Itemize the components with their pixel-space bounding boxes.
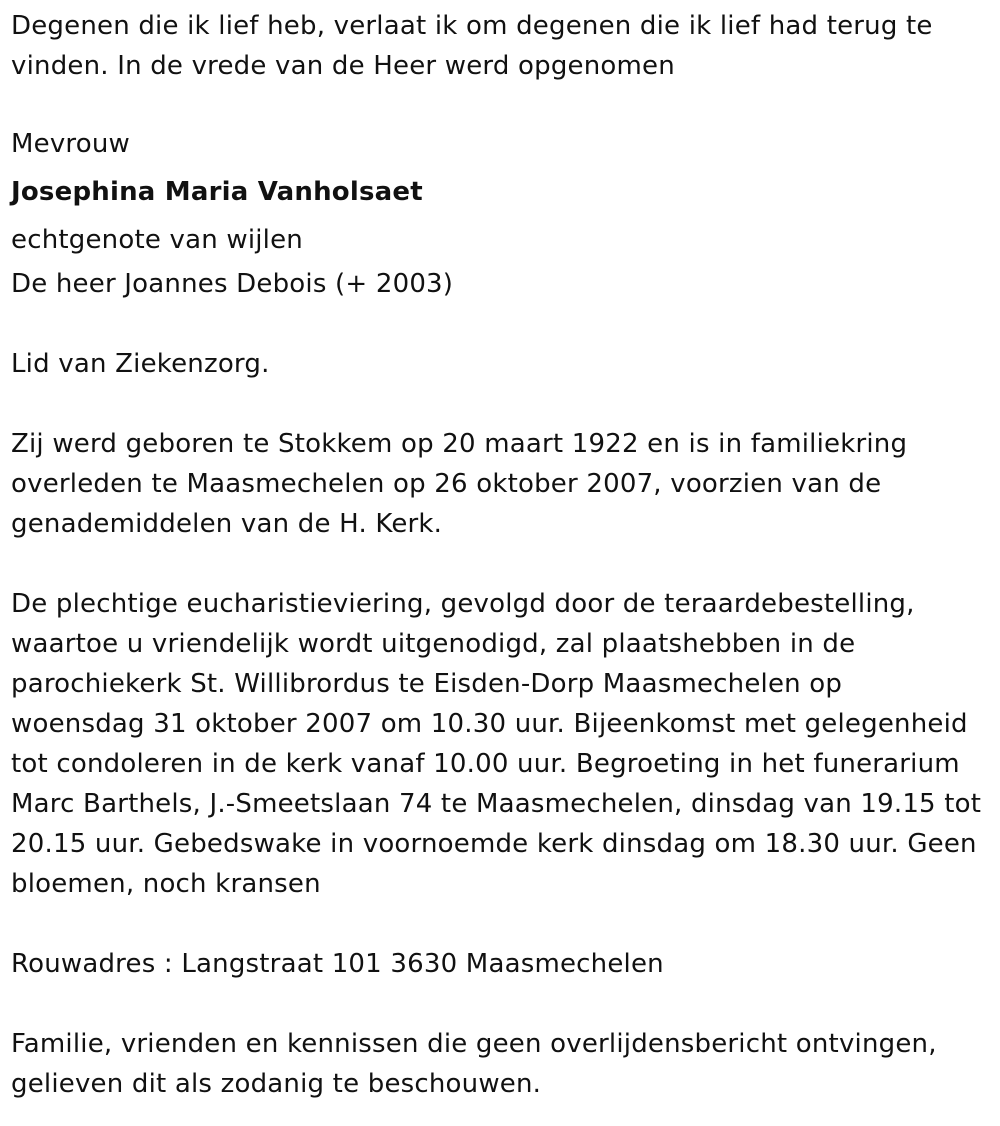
obituary-document	[11, 0, 986, 1104]
relation-text: echtgenote van wijlen	[11, 225, 303, 255]
deceased-name: Josephina Maria Vanholsaet	[11, 177, 423, 207]
intro-line-2: vinden. In de vrede van de Heer werd opgenomen	[11, 51, 675, 81]
ceremony-line: bloemen, noch kransen	[11, 869, 321, 899]
salutation: Mevrouw	[11, 129, 130, 159]
person-block	[11, 120, 986, 304]
intro-line-1: Degenen die ik lief heb, verlaat ik om degenen die ik lief had terug te	[11, 11, 933, 41]
ceremony-line: Marc Barthels, J.-Smeetslaan 74 te Maasmechelen, dinsdag van 19.15 tot	[11, 789, 982, 819]
closing-line: Familie, vrienden en kennissen die geen overlijdensbericht ontvingen,	[11, 1029, 937, 1059]
ceremony-paragraph	[11, 584, 986, 904]
closing-line: gelieven dit als zodanig te beschouwen.	[11, 1069, 542, 1099]
birth-death-line: Zij werd geboren te Stokkem op 20 maart 1922 en is in familiekring	[11, 429, 908, 459]
intro-paragraph	[11, 6, 986, 86]
ceremony-line: woensdag 31 oktober 2007 om 10.30 uur. Bijeenkomst met gelegenheid	[11, 709, 968, 739]
ceremony-line: De plechtige eucharistieviering, gevolgd door de teraardebestelling,	[11, 589, 915, 619]
address-paragraph	[11, 944, 986, 984]
closing-paragraph	[11, 1024, 986, 1104]
ceremony-line: parochiekerk St. Willibrordus te Eisden-Dorp Maasmechelen op	[11, 669, 843, 699]
membership-text: Lid van Ziekenzorg.	[11, 349, 270, 379]
membership-paragraph	[11, 344, 986, 384]
mourning-address: Rouwadres : Langstraat 101 3630 Maasmechelen	[11, 949, 664, 979]
birth-death-line: overleden te Maasmechelen op 26 oktober 2007, voorzien van de	[11, 469, 882, 499]
ceremony-line: tot condoleren in de kerk vanaf 10.00 uur. Begroeting in het funerarium	[11, 749, 960, 779]
ceremony-line: 20.15 uur. Gebedswake in voornoemde kerk dinsdag om 18.30 uur. Geen	[11, 829, 977, 859]
ceremony-line: waartoe u vriendelijk wordt uitgenodigd, zal plaatshebben in de	[11, 629, 856, 659]
spouse-name: De heer Joannes Debois (+ 2003)	[11, 269, 454, 299]
birth-death-line: genademiddelen van de H. Kerk.	[11, 509, 443, 539]
birth-death-paragraph	[11, 424, 986, 544]
